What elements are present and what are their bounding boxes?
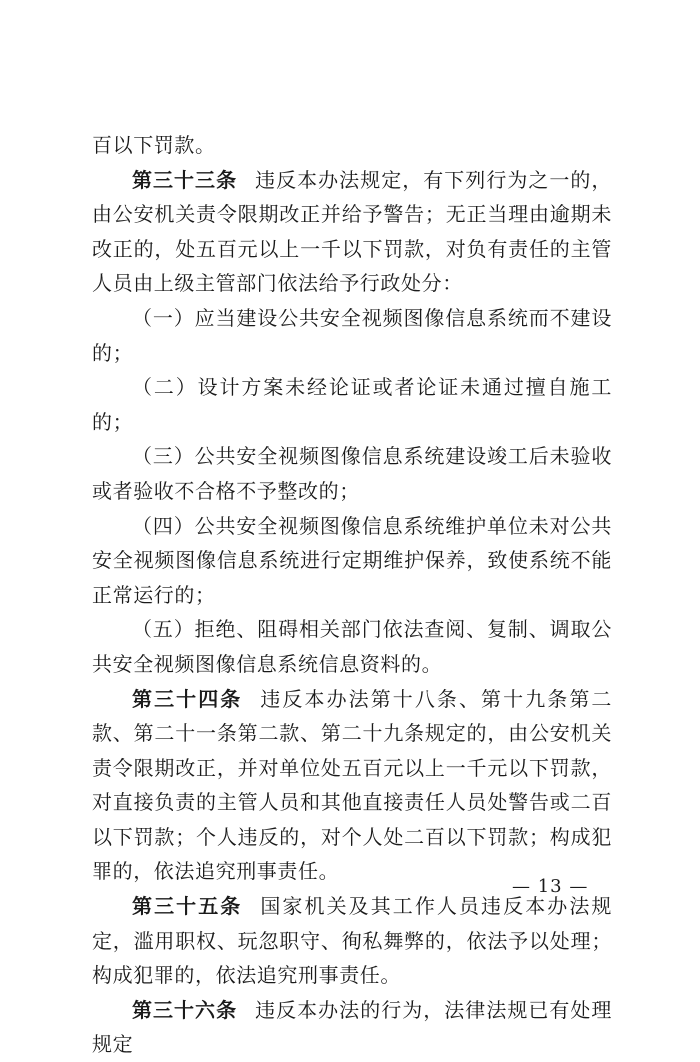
article-33-item-3: （三）公共安全视频图像信息系统建设竣工后未验收或者验收不合格不予整改的；: [92, 444, 612, 503]
article-36-number: 第三十六条: [132, 997, 238, 1022]
article-33-number: 第三十三条: [132, 167, 238, 192]
document-body: [92, 128, 612, 1062]
article-35: [92, 889, 612, 993]
page-number: — 13 —: [512, 876, 589, 897]
article-34: [92, 682, 612, 890]
article-33-item-4: （四）公共安全视频图像信息系统维护单位未对公共安全视频图像信息系统进行定期维护保养，致使系统不能正常运行的；: [92, 513, 612, 607]
article-36-text: 违反本办法的行为，法律法规已有处理规定: [92, 997, 613, 1057]
continuation-paragraph: 百以下罚款。: [92, 133, 216, 157]
article-33: [92, 163, 612, 301]
article-33-item-5: （五）拒绝、阻碍相关部门依法查阅、复制、调取公共安全视频图像信息系统信息资料的。: [92, 617, 612, 676]
article-35-text: 国家机关及其工作人员违反本办法规定，滥用职权、玩忽职守、徇私舞弊的，依法予以处理；构成犯罪的，依法追究刑事责任。: [92, 894, 613, 988]
article-36: [92, 993, 612, 1062]
article-33-text: 违反本办法规定，有下列行为之一的，由公安机关责令限期改正并给予警告；无正当理由逾期未改正的，处五百元以上一千以下罚款，对负有责任的主管人员由上级主管部门依法给予行政处分：: [92, 167, 613, 296]
article-33-item-1: （一）应当建设公共安全视频图像信息系统而不建设的；: [92, 305, 612, 365]
article-33-item-2: （二）设计方案未经论证或者论证未通过擅自施工的；: [92, 375, 612, 434]
article-34-number: 第三十四条: [132, 686, 243, 711]
article-34-text: 违反本办法第十八条、第十九条第二款、第二十一条第二款、第二十九条规定的，由公安机关责令限期改正，并对单位处五百元以上一千元以下罚款，对直接负责的主管人员和其他直接责任人员处警告或二百以下罚款；个人违反的，对个人处二百以下罚款；构成犯罪的，依法追究刑事责任。: [92, 686, 613, 884]
article-35-number: 第三十五条: [132, 894, 243, 919]
